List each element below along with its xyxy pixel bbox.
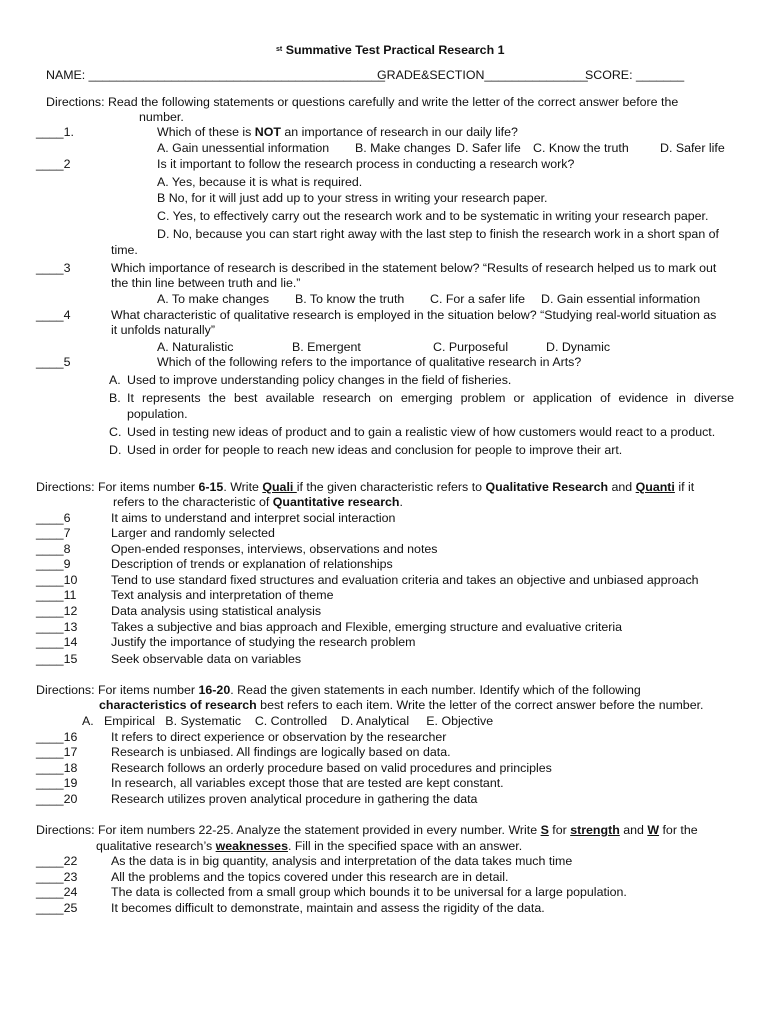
item-number: ____22 bbox=[36, 854, 78, 868]
item-text: All the problems and the topics covered under this research are in detail. bbox=[111, 870, 509, 884]
question-number: ____2 bbox=[36, 157, 71, 171]
question-text-cont: the thin line between truth and lie.” bbox=[111, 276, 301, 290]
item-number: ____20 bbox=[36, 792, 78, 806]
question-text: Is it important to follow the research process in conducting a research work? bbox=[157, 157, 575, 171]
item-text: Larger and randomly selected bbox=[111, 526, 275, 540]
choice: C. For a safer life bbox=[430, 292, 526, 306]
choice: C. Yes, to effectively carry out the research work and to be systematic in writing your research paper. bbox=[157, 209, 709, 223]
choice: A. Yes, because it is what is required. bbox=[157, 175, 363, 189]
choice: Used in order for people to reach new ideas and conclusion for people to improve their art. bbox=[127, 443, 623, 457]
item-text: Research follows an orderly procedure based on valid procedures and principles bbox=[111, 761, 552, 775]
item-number: ____16 bbox=[36, 730, 78, 744]
item-text: Research is unbiased. All findings are logically based on data. bbox=[111, 745, 451, 759]
question-text: Which importance of research is described in the statement below? “Results of research helped us to mark out bbox=[111, 261, 717, 275]
choice-cont: population. bbox=[127, 407, 188, 421]
choice: C. Know the truth bbox=[533, 141, 629, 155]
item-text: Text analysis and interpretation of theme bbox=[111, 588, 334, 602]
item-text: Data analysis using statistical analysis bbox=[111, 604, 322, 618]
item-text: Open-ended responses, interviews, observations and notes bbox=[111, 542, 438, 556]
choice: D. Dynamic bbox=[546, 340, 611, 354]
choice: B. Make changes bbox=[355, 141, 451, 155]
item-number: ____25 bbox=[36, 901, 78, 915]
item-number: ____12 bbox=[36, 604, 78, 618]
item-text: Justify the importance of studying the research problem bbox=[111, 635, 416, 649]
item-number: ____24 bbox=[36, 885, 78, 899]
choice: B No, for it will just add up to your stress in writing your research paper. bbox=[157, 191, 548, 205]
item-number: ____10 bbox=[36, 573, 78, 587]
item-number: ____13 bbox=[36, 620, 78, 634]
directions-part4: Directions: For item numbers 22-25. Analyze the statement provided in every number. Write S for strength and W for the bbox=[36, 823, 698, 837]
item-number: ____15 bbox=[36, 652, 78, 666]
grade-section-field-label: GRADE&SECTION_______________ bbox=[377, 68, 588, 82]
item-text: It refers to direct experience or observation by the researcher bbox=[111, 730, 447, 744]
choice: D. Gain essential information bbox=[541, 292, 701, 306]
directions-part2-cont: refers to the characteristic of Quantitative research. bbox=[113, 495, 403, 509]
item-text: Seek observable data on variables bbox=[111, 652, 302, 666]
question-number: ____3 bbox=[36, 261, 71, 275]
page-title: $^{st}$ Summative Test Practical Research 1 bbox=[276, 43, 505, 57]
question-text: Which of these is NOT an importance of research in our daily life? bbox=[157, 125, 518, 139]
item-number: ____7 bbox=[36, 526, 71, 540]
item-number: ____14 bbox=[36, 635, 78, 649]
directions-part1: Directions: Read the following statements or questions carefully and write the letter of the correct answer before the bbox=[46, 95, 679, 109]
question-number: ____1. bbox=[36, 125, 74, 139]
choice: D. Safer life bbox=[456, 141, 521, 155]
item-text: Tend to use standard fixed structures and evaluation criteria and takes an objective and unbiased approach bbox=[111, 573, 699, 587]
choice: A. Gain unessential information bbox=[157, 141, 330, 155]
item-number: ____17 bbox=[36, 745, 78, 759]
directions-part3-cont: characteristics of research best refers to each item. Write the letter of the correct answer before the number. bbox=[99, 698, 704, 712]
directions-part4-cont: qualitative research’s weaknesses. Fill in the specified space with an answer. bbox=[96, 839, 523, 853]
score-field-label: SCORE: _______ bbox=[585, 68, 685, 82]
choice: C. Purposeful bbox=[433, 340, 509, 354]
choice: A. Naturalistic bbox=[157, 340, 234, 354]
directions-part3: Directions: For items number 16-20. Read the given statements in each number. Identify which of the following bbox=[36, 683, 641, 697]
question-number: ____5 bbox=[36, 355, 71, 369]
item-number: ____19 bbox=[36, 776, 78, 790]
item-text: Takes a subjective and bias approach and Flexible, emerging structure and evaluative criteria bbox=[111, 620, 623, 634]
item-number: ____8 bbox=[36, 542, 71, 556]
choice: Used to improve understanding policy changes in the field of fisheries. bbox=[127, 373, 512, 387]
question-text: Which of the following refers to the importance of qualitative research in Arts? bbox=[157, 355, 582, 369]
item-number: ____11 bbox=[36, 588, 77, 602]
item-text: Research utilizes proven analytical procedure in gathering the data bbox=[111, 792, 478, 806]
item-text: It aims to understand and interpret social interaction bbox=[111, 511, 396, 525]
question-number: ____4 bbox=[36, 308, 71, 322]
choice: B. To know the truth bbox=[295, 292, 405, 306]
choice-letter: D. bbox=[109, 443, 122, 457]
title-superscript: st bbox=[276, 46, 283, 53]
item-text: Description of trends or explanation of relationships bbox=[111, 557, 393, 571]
question-text-cont: it unfolds naturally” bbox=[111, 323, 215, 337]
item-text: It becomes difficult to demonstrate, maintain and assess the rigidity of the data. bbox=[111, 901, 545, 915]
choice-letter: A. bbox=[109, 373, 121, 387]
item-number: ____23 bbox=[36, 870, 78, 884]
choice: B. Emergent bbox=[292, 340, 361, 354]
choice: It represents the best available research on emerging problem or application of evidence in diverse bbox=[127, 391, 734, 405]
choice: Used in testing new ideas of product and to gain a realistic view of how customers would react to a product. bbox=[127, 425, 716, 439]
choices-line: A. Empirical B. Systematic C. Controlled D. Analytical E. Objective bbox=[82, 714, 494, 728]
item-text: In research, all variables except those that are tested are kept constant. bbox=[111, 776, 504, 790]
choice-letter: C. bbox=[109, 425, 122, 439]
choice: D. Safer life bbox=[660, 141, 725, 155]
directions-part1-cont: number. bbox=[139, 110, 184, 124]
question-text: What characteristic of qualitative research is employed in the situation below? “Studying real-world situation as bbox=[111, 308, 717, 322]
choice-cont: time. bbox=[111, 243, 138, 257]
choice: A. To make changes bbox=[157, 292, 270, 306]
item-text: The data is collected from a small group which bounds it to be universal for a large population. bbox=[111, 885, 627, 899]
item-number: ____18 bbox=[36, 761, 78, 775]
choice: D. No, because you can start right away with the last step to finish the research work in a short span of bbox=[157, 227, 719, 241]
item-number: ____9 bbox=[36, 557, 71, 571]
name-field-label: NAME: ___________________________________________ bbox=[46, 68, 386, 82]
item-number: ____6 bbox=[36, 511, 71, 525]
directions-part2: Directions: For items number 6-15. Write Quali if the given characteristic refers to Qualitative Research and Quanti if it bbox=[36, 480, 695, 494]
choice-letter: B. bbox=[109, 391, 121, 405]
item-text: As the data is in big quantity, analysis and interpretation of the data takes much time bbox=[111, 854, 573, 868]
